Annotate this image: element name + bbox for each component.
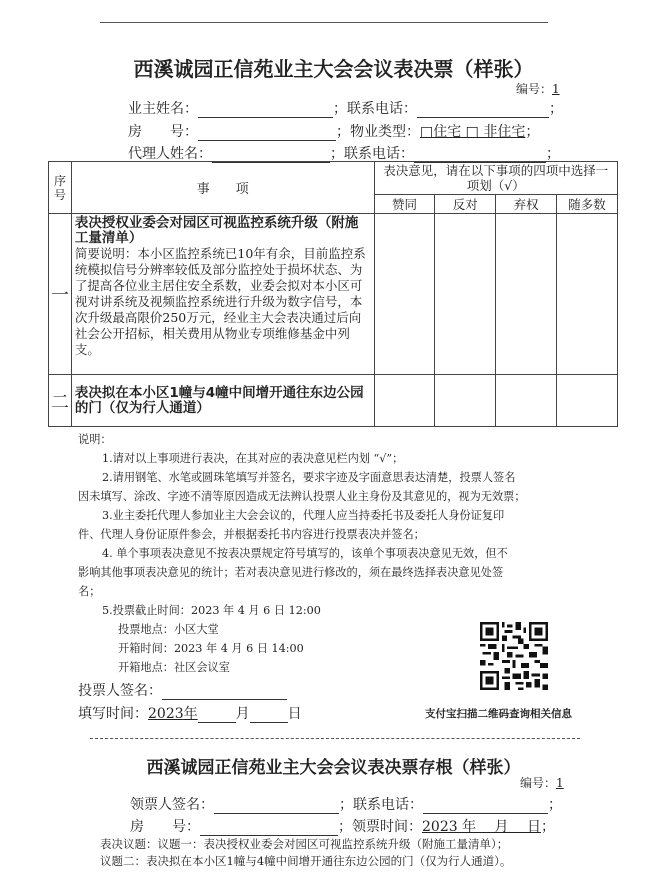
- item-description: 简要说明：本小区监控系统已10年有余，目前监控系统模拟信号分辨率较低及部分监控处于损坏状态、为了提高各位业主居住安全系数，业委会拟对本小区可视对讲系统及视频监控系统进行升级为数字信号，本次升级最高限价250万元，经业主大会表决通过后向社会公开招标，相关费用从物业专项维修基金中列支。: [74, 246, 366, 357]
- top-rule: [100, 22, 548, 23]
- type-value[interactable]: □住宅 □ 非住宅: [420, 124, 526, 140]
- note-8: 开箱地点：社区会议室: [118, 661, 230, 674]
- day-unit: 日: [287, 706, 302, 722]
- vote-cell-oppose[interactable]: [435, 214, 496, 375]
- stub-number-value: 1: [556, 776, 564, 790]
- ballot-number: [516, 80, 560, 97]
- note-4c: 名；: [78, 585, 101, 598]
- stub-topic-2: 议题二：表决拟在本小区1幢与4幢中间增开通往东边公园的门（仅为行人通道）。: [100, 854, 512, 868]
- note-4a: 4. 单个事项表决意见不按表决票规定符号填写的，该单个事项表决意见无效，但不: [102, 547, 508, 560]
- note-6: 投票地点：小区大堂: [118, 623, 219, 636]
- vote-cell-abstain[interactable]: [496, 214, 557, 375]
- room-label: 房 号：: [128, 124, 198, 140]
- voter-sign-field[interactable]: [162, 685, 287, 700]
- opinion-header: 表决意见，请在以下事项的四项中选择一项划（√）: [374, 162, 617, 195]
- phone-label: ；联系电话：: [333, 101, 417, 117]
- vote-table: [48, 161, 618, 427]
- qr-caption: 支付宝扫描二维码查询相关信息: [425, 708, 572, 720]
- owner-row: [128, 98, 563, 118]
- semicolon: ；: [548, 797, 562, 813]
- item-title: 表决授权业委会对园区可视监控系统升级（附施工量清单）: [74, 215, 359, 246]
- fill-day-field[interactable]: [250, 708, 288, 723]
- table-row: [49, 375, 618, 427]
- fill-date-row: [78, 703, 302, 723]
- receiver-label: 领票人签名：: [130, 797, 214, 813]
- item-number: 一: [49, 214, 72, 375]
- note-2b: 因未填写、涂改、字迹不清等原因造成无法辨认投票人业主身份及其意见的，视为无效票；: [78, 490, 526, 503]
- type-label: ；物业类型：: [336, 124, 420, 140]
- option-agree: 赞同: [374, 195, 435, 214]
- stub-room-row: [130, 816, 555, 836]
- vote-cell-oppose[interactable]: [435, 375, 496, 427]
- semicolon: ；: [546, 146, 560, 162]
- receive-time-label: ；领票时间：: [338, 819, 422, 835]
- year-unit: 年: [183, 706, 198, 722]
- note-3a: 3.业主委托代理人参加业主大会会议的，代理人应当持委托书及委托人身份证复印: [102, 509, 505, 522]
- stub-receiver-row: [130, 794, 562, 814]
- note-4b: 影响其他事项表决意见的统计；若对表决意见进行修改的，须在最终选择表决意见处签: [78, 566, 504, 579]
- number-value: 1: [552, 82, 560, 96]
- phone-field[interactable]: [417, 103, 549, 118]
- number-label: 编号：: [516, 82, 553, 96]
- stub-topic-1: 表决议题：议题一：表决授权业委会对园区可视监控系统升级（附施工量清单）；: [100, 837, 509, 851]
- semicolon: ；: [549, 101, 563, 117]
- stub-phone-field[interactable]: [423, 799, 548, 814]
- stub-title: 西溪诚园正信苑业主大会会议表决票存根（样张）: [146, 758, 521, 778]
- option-abstain: 弃权: [496, 195, 557, 214]
- receive-time-value[interactable]: 2023 年 月 日: [422, 819, 541, 835]
- item-header: 事 项: [71, 162, 374, 214]
- vote-cell-agree[interactable]: [374, 375, 435, 427]
- notes-heading: 说明：: [78, 433, 112, 446]
- agent-label: 代理人姓名：: [128, 146, 212, 162]
- tear-line: [90, 738, 580, 739]
- owner-name-label: 业主姓名：: [128, 101, 198, 117]
- vote-cell-majority[interactable]: [557, 214, 618, 375]
- ballot-title: 西溪诚园正信苑业主大会会议表决票（样张）: [133, 57, 534, 81]
- stub-phone-label: ；联系电话：: [339, 797, 423, 813]
- note-3b: 件、代理人身份证原件参会，并根据委托书内容进行投票表决并签名；: [78, 528, 425, 541]
- stub-room-field[interactable]: [200, 821, 338, 836]
- vote-cell-agree[interactable]: [374, 214, 435, 375]
- fill-year: 2023: [148, 706, 184, 722]
- stub-room-label: 房 号：: [130, 819, 200, 835]
- month-unit: 月: [235, 706, 250, 722]
- stub-number-label: 编号：: [520, 776, 557, 790]
- item-content: [71, 214, 374, 375]
- note-7: 开箱时间：2023 年 4 月 6 日 14:00: [118, 642, 304, 655]
- item-number: 二: [49, 375, 72, 427]
- voter-sign-row: [78, 680, 287, 700]
- note-1: 1.请对以上事项进行表决，在其对应的表决意见栏内划 “√”；: [102, 452, 404, 465]
- agent-row: [128, 143, 560, 163]
- seq-header: 序号: [49, 162, 72, 214]
- option-oppose: 反对: [435, 195, 496, 214]
- room-field[interactable]: [198, 126, 336, 141]
- room-row: [128, 121, 539, 141]
- item-content: [71, 375, 374, 427]
- fill-month-field[interactable]: [198, 708, 236, 723]
- semicolon: ；: [540, 819, 555, 835]
- fill-date-label: 填写时间：: [78, 706, 148, 722]
- qr-code-icon[interactable]: [480, 622, 548, 690]
- stub-number: [520, 774, 564, 791]
- vote-cell-abstain[interactable]: [496, 375, 557, 427]
- agent-phone-label: ；联系电话：: [330, 146, 414, 162]
- table-row: [49, 214, 618, 375]
- item-title: 表决拟在本小区1幢与4幢中间增开通往东边公园的门（仅为行人通道）: [74, 384, 364, 416]
- receiver-field[interactable]: [214, 799, 339, 814]
- voter-sign-label: 投票人签名：: [78, 683, 162, 699]
- note-2a: 2.请用钢笔、水笔或圆珠笔填写并签名，要求字迹及字面意思表达清楚，投票人签名: [102, 471, 516, 484]
- note-5: 5.投票截止时间：2023 年 4 月 6 日 12:00: [102, 604, 321, 617]
- semicolon: ；: [525, 124, 540, 140]
- vote-cell-majority[interactable]: [557, 375, 618, 427]
- owner-name-field[interactable]: [198, 103, 333, 118]
- option-majority: 随多数: [557, 195, 618, 214]
